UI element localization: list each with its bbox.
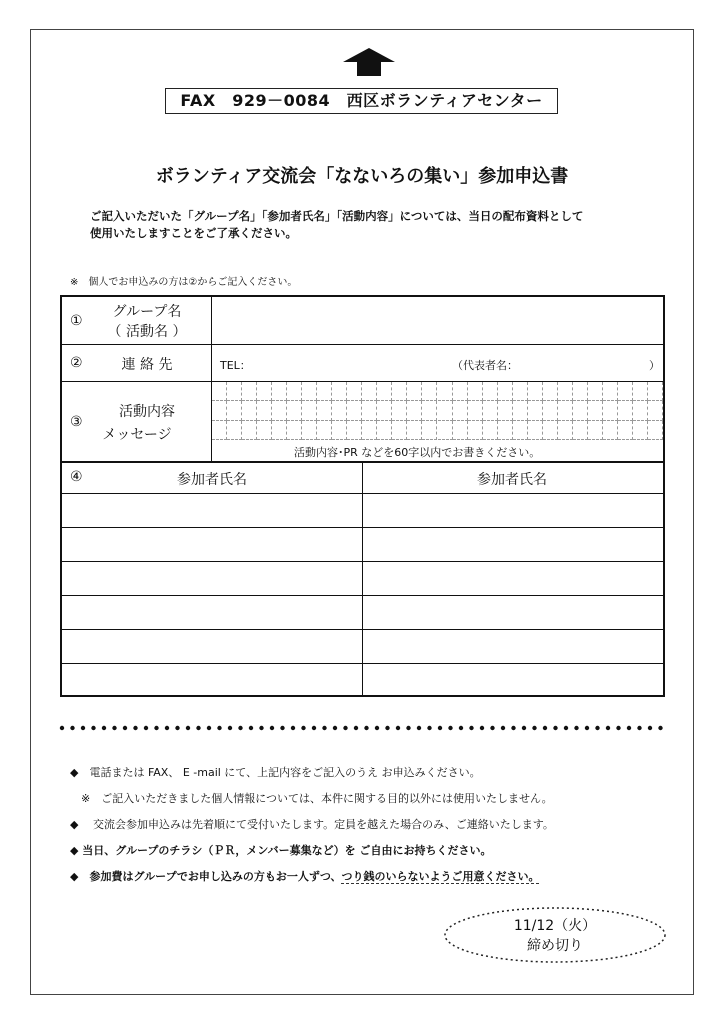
divider-dot — [480, 726, 484, 730]
message-label: メッセージ — [102, 427, 172, 443]
divider-dot — [312, 726, 316, 730]
representative-close: ） — [649, 359, 660, 372]
divider-dot — [658, 726, 662, 730]
grid-cell — [438, 421, 453, 440]
grid-cell — [422, 382, 437, 401]
grid-cell — [618, 401, 633, 420]
grid-cell — [302, 421, 317, 440]
grid-cell — [453, 421, 468, 440]
divider-dot — [123, 726, 127, 730]
contact-field[interactable] — [212, 345, 663, 381]
divider-dot — [616, 726, 620, 730]
grid-cell — [212, 382, 227, 401]
bullet-application-method: ◆ 電話または FAX、 E -mail にて、上記内容をご記入のうえ お申込みください。 — [70, 766, 481, 779]
divider-dot — [217, 726, 221, 730]
grid-cell — [588, 401, 603, 420]
grid-cell — [453, 382, 468, 401]
divider-dot — [553, 726, 557, 730]
grid-cell — [528, 421, 543, 440]
divider-dot — [438, 726, 442, 730]
divider-dot — [186, 726, 190, 730]
divider-dot — [511, 726, 515, 730]
grid-cell — [332, 401, 347, 420]
grid-cell — [257, 401, 272, 420]
row-number-1: ① — [70, 313, 83, 329]
participant-name-field[interactable] — [62, 630, 362, 663]
divider-dot — [448, 726, 452, 730]
divider-dot — [322, 726, 326, 730]
divider-dot — [574, 726, 578, 730]
divider-dot — [532, 726, 536, 730]
grid-cell — [422, 421, 437, 440]
divider-dot — [70, 726, 74, 730]
participant-name-field[interactable] — [62, 494, 362, 527]
divider-dot — [490, 726, 494, 730]
grid-cell — [513, 421, 528, 440]
intro-line-2: 使用いたしますことをご了承ください。 — [90, 226, 297, 240]
divider-dot — [133, 726, 137, 730]
divider-dot — [364, 726, 368, 730]
divider-dot — [543, 726, 547, 730]
divider-dot — [522, 726, 526, 730]
participant-name-field[interactable] — [363, 562, 663, 595]
participant-name-field[interactable] — [363, 664, 663, 697]
divider-dot — [112, 726, 116, 730]
activity-grid-field[interactable] — [212, 382, 663, 440]
grid-cell — [317, 401, 332, 420]
divider-dot — [81, 726, 85, 730]
divider-dot — [280, 726, 284, 730]
grid-cell — [377, 401, 392, 420]
grid-cell — [588, 421, 603, 440]
grid-cell — [407, 382, 422, 401]
divider-dot — [60, 726, 64, 730]
grid-cell — [573, 401, 588, 420]
grid-cell — [528, 382, 543, 401]
individual-note: ※ 個人でお申込みの方は②からご記入ください。 — [70, 277, 298, 288]
divider-dot — [375, 726, 379, 730]
intro-text — [90, 208, 660, 242]
divider-dot — [564, 726, 568, 730]
divider-dot — [469, 726, 473, 730]
divider-dot — [354, 726, 358, 730]
divider-dot — [91, 726, 95, 730]
grid-cell — [347, 382, 362, 401]
up-arrow-icon — [341, 48, 397, 76]
grid-cell — [242, 421, 257, 440]
grid-cell — [332, 421, 347, 440]
grid-cell — [573, 421, 588, 440]
grid-cell — [287, 401, 302, 420]
divider-dot — [196, 726, 200, 730]
divider-dot — [343, 726, 347, 730]
grid-cell — [272, 421, 287, 440]
contact-label: 連 絡 先 — [121, 357, 173, 373]
fee-text: ◆ 参加費はグループでお申し込みの方もお一人ずつ、 — [70, 870, 342, 883]
divider-dot — [427, 726, 431, 730]
grid-cell — [317, 382, 332, 401]
grid-cell — [362, 421, 377, 440]
divider-dot — [270, 726, 274, 730]
grid-cell — [257, 421, 272, 440]
grid-cell — [347, 421, 362, 440]
grid-cell — [302, 382, 317, 401]
deadline-date: 11/12（火） — [513, 918, 597, 934]
grid-cell — [528, 401, 543, 420]
grid-cell — [272, 401, 287, 420]
grid-cell — [633, 401, 648, 420]
grid-cell — [483, 401, 498, 420]
divider-dot — [585, 726, 589, 730]
row-number-4: ④ — [70, 469, 83, 485]
grid-cell — [633, 421, 648, 440]
activity-label: 活動内容 — [119, 404, 175, 420]
participant-name-header-1: 参加者氏名 — [177, 472, 247, 488]
grid-cell — [392, 382, 407, 401]
divider-dot — [207, 726, 211, 730]
divider-dot — [175, 726, 179, 730]
grid-cell — [498, 382, 513, 401]
divider-dot — [595, 726, 599, 730]
grid-cell — [242, 382, 257, 401]
divider-dot — [259, 726, 263, 730]
grid-cell — [468, 401, 483, 420]
grid-cell — [332, 382, 347, 401]
participant-name-header-2: 参加者氏名 — [477, 472, 547, 488]
grid-cell — [483, 382, 498, 401]
grid-cell — [618, 382, 633, 401]
grid-cell — [633, 382, 648, 401]
grid-cell — [648, 421, 663, 440]
grid-cell — [392, 401, 407, 420]
divider-dot — [165, 726, 169, 730]
fee-change-text: つり銭のいらないようご用意ください。 — [341, 870, 540, 883]
deadline-label: 締め切り — [527, 938, 583, 954]
divider-dot — [301, 726, 305, 730]
divider-dot — [249, 726, 253, 730]
grid-cell — [648, 401, 663, 420]
divider-dot — [459, 726, 463, 730]
participant-name-field[interactable] — [363, 528, 663, 561]
divider-dot — [606, 726, 610, 730]
row-number-2: ② — [70, 355, 83, 371]
participant-name-field[interactable] — [62, 528, 362, 561]
grid-cell — [227, 401, 242, 420]
grid-cell — [227, 382, 242, 401]
bullet-first-come: ◆ 交流会参加申込みは先着順にて受付いたします。定員を越えた場合のみ、ご連絡いたします。 — [70, 818, 554, 831]
representative-label: （代表者名： — [452, 359, 518, 372]
grid-cell — [513, 401, 528, 420]
grid-cell — [543, 382, 558, 401]
grid-cell — [483, 421, 498, 440]
grid-cell — [272, 382, 287, 401]
group-name-label: グループ名 — [112, 304, 182, 320]
grid-cell — [573, 382, 588, 401]
grid-cell — [603, 401, 618, 420]
grid-cell — [558, 421, 573, 440]
grid-cell — [257, 382, 272, 401]
row-number-3: ③ — [70, 414, 83, 430]
grid-cell — [498, 421, 513, 440]
divider-dot — [291, 726, 295, 730]
intro-line-1: ご記入いただいた「グループ名」「参加者氏名」「活動内容」については、当日の配布資料として — [90, 209, 584, 223]
divider-dot — [627, 726, 631, 730]
grid-cell — [453, 401, 468, 420]
grid-cell — [498, 401, 513, 420]
divider-dot — [228, 726, 232, 730]
grid-cell — [543, 401, 558, 420]
grid-cell — [392, 421, 407, 440]
grid-cell — [287, 421, 302, 440]
grid-cell — [377, 382, 392, 401]
page-title: ボランティア交流会「なないろの集い」参加申込書 — [155, 166, 569, 187]
group-name-field[interactable] — [212, 297, 663, 344]
grid-cell — [407, 421, 422, 440]
participant-name-field[interactable] — [62, 664, 362, 697]
divider-dot — [385, 726, 389, 730]
activity-name-label: （ 活動名 ） — [107, 324, 187, 340]
grid-cell — [438, 382, 453, 401]
grid-cell — [347, 401, 362, 420]
grid-cell — [603, 421, 618, 440]
participant-name-field[interactable] — [363, 494, 663, 527]
grid-cell — [558, 401, 573, 420]
grid-cell — [438, 401, 453, 420]
activity-hint: 活動内容･PR などを60字以内でお書きください。 — [294, 446, 541, 459]
grid-cell — [543, 421, 558, 440]
dotted-divider — [58, 724, 670, 732]
grid-cell — [362, 382, 377, 401]
divider-dot — [102, 726, 106, 730]
fax-header: FAX 929－0084 西区ボランティアセンター — [165, 88, 558, 114]
bullet-fee — [70, 868, 539, 884]
application-form — [60, 295, 665, 697]
divider-dot — [637, 726, 641, 730]
grid-cell — [588, 382, 603, 401]
participant-name-field[interactable] — [62, 562, 362, 595]
divider-dot — [154, 726, 158, 730]
tel-label: TEL： — [220, 359, 251, 372]
grid-cell — [212, 401, 227, 420]
grid-cell — [287, 382, 302, 401]
grid-cell — [407, 401, 422, 420]
bullet-privacy-note: ※ ご記入いただきました個人情報については、本件に関する目的以外には使用いたしません。 — [70, 792, 553, 805]
participant-name-field[interactable] — [62, 596, 362, 629]
grid-cell — [362, 401, 377, 420]
grid-cell — [242, 401, 257, 420]
grid-cell — [302, 401, 317, 420]
grid-cell — [422, 401, 437, 420]
participant-name-field[interactable] — [363, 630, 663, 663]
grid-cell — [468, 382, 483, 401]
divider-dot — [501, 726, 505, 730]
bullet-flyers: ◆ 当日、グループのチラシ（ＰＲ，メンバー募集など）を ご自由にお持ちください。 — [70, 844, 492, 857]
divider-dot — [396, 726, 400, 730]
grid-cell — [468, 421, 483, 440]
grid-cell — [212, 421, 227, 440]
grid-cell — [377, 421, 392, 440]
grid-cell — [603, 382, 618, 401]
grid-cell — [618, 421, 633, 440]
divider-dot — [333, 726, 337, 730]
grid-cell — [648, 382, 663, 401]
divider-dot — [406, 726, 410, 730]
grid-cell — [513, 382, 528, 401]
divider-dot — [144, 726, 148, 730]
divider-dot — [648, 726, 652, 730]
divider-dot — [238, 726, 242, 730]
divider-dot — [417, 726, 421, 730]
grid-cell — [558, 382, 573, 401]
grid-cell — [227, 421, 242, 440]
grid-cell — [317, 421, 332, 440]
participant-name-field[interactable] — [363, 596, 663, 629]
